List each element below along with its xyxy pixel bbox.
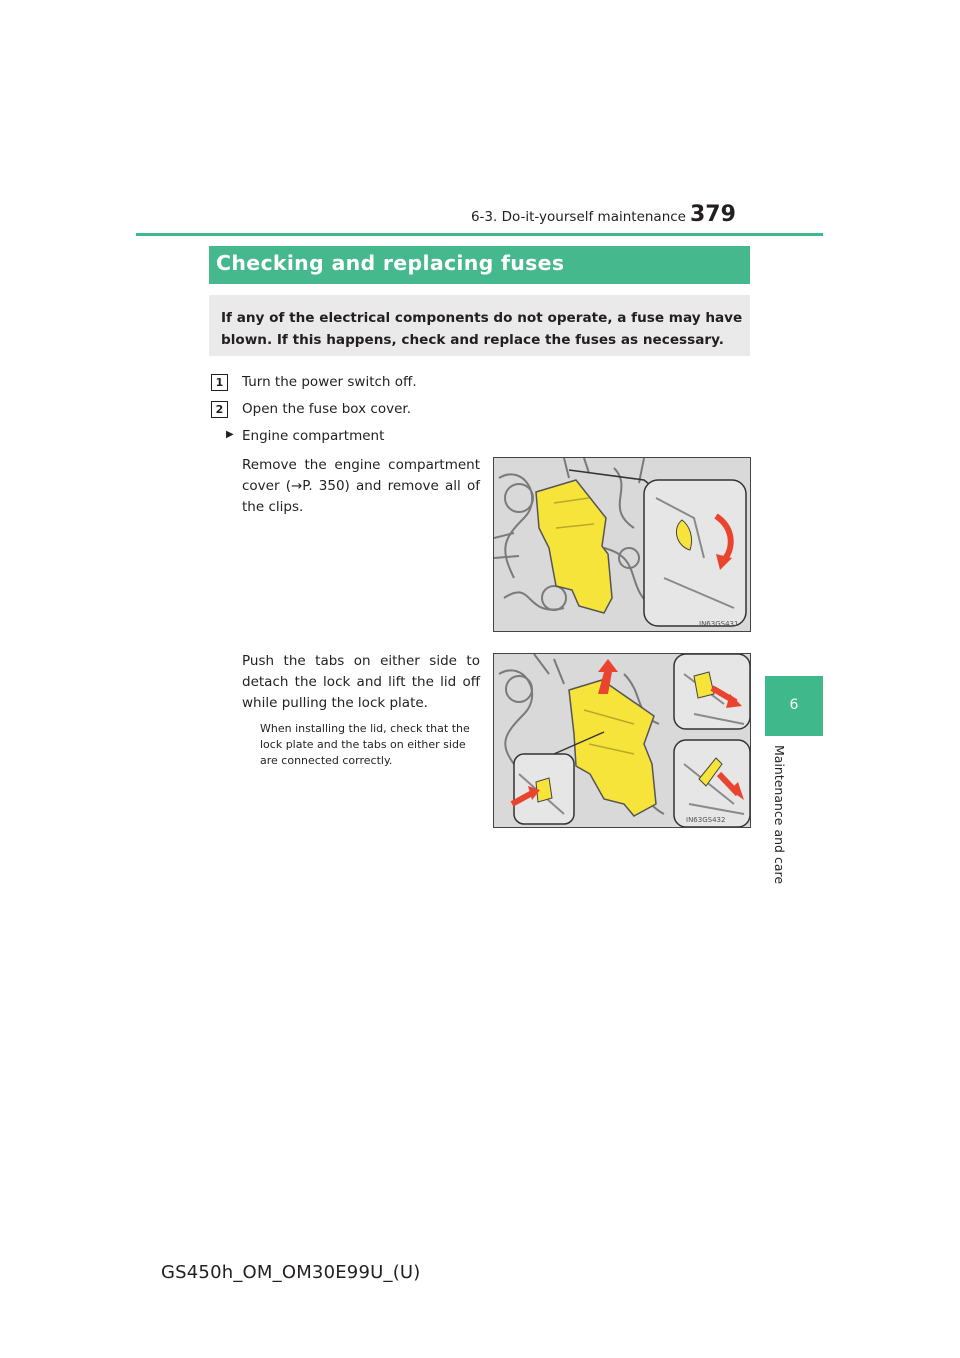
title-bar (209, 246, 750, 284)
intro-text: If any of the electrical components do not operate, a fuse may have blown. If this happens, check and replace the fuses as necessary. (221, 310, 743, 348)
step-number-1: 1 (211, 374, 228, 391)
paragraph-push-tabs: Push the tabs on either side to detach the lock and lift the lid off while pulling the lock plate. (242, 653, 480, 711)
figure-code-2: IN63GS432 (686, 816, 726, 824)
chapter-label-text: Maintenance and care (772, 745, 787, 885)
installation-note: When installing the lid, check that the lock plate and the tabs on either side are connected correctly. (260, 722, 470, 767)
step-text-2: Open the fuse box cover. (242, 401, 412, 417)
figure-engine-cover (493, 457, 751, 632)
section-title: 6-3. Do-it-yourself maintenance (470, 209, 686, 225)
engine-cover-illustration (494, 458, 750, 631)
chapter-label (771, 745, 791, 890)
chapter-tab: 6 (765, 676, 823, 736)
step-text-1: Turn the power switch off. (242, 374, 417, 390)
figure-lid-tabs (493, 653, 751, 828)
lid-tabs-illustration (494, 654, 750, 827)
figure-code-1: IN63GS431 (699, 620, 739, 628)
page-title: Checking and replacing fuses (216, 251, 565, 275)
header-rule (136, 233, 823, 236)
document-code: GS450h_OM_OM30E99U_(U) (161, 1262, 421, 1283)
paragraph-remove-cover: Remove the engine compartment cover (→P. 350) and remove all of the clips. (242, 457, 480, 515)
step-number-2: 2 (211, 401, 228, 418)
triangle-bullet-icon: ▶ (226, 429, 234, 440)
subheading: Engine compartment (242, 428, 385, 444)
intro-box (209, 295, 750, 356)
page-number: 379 (690, 202, 736, 227)
